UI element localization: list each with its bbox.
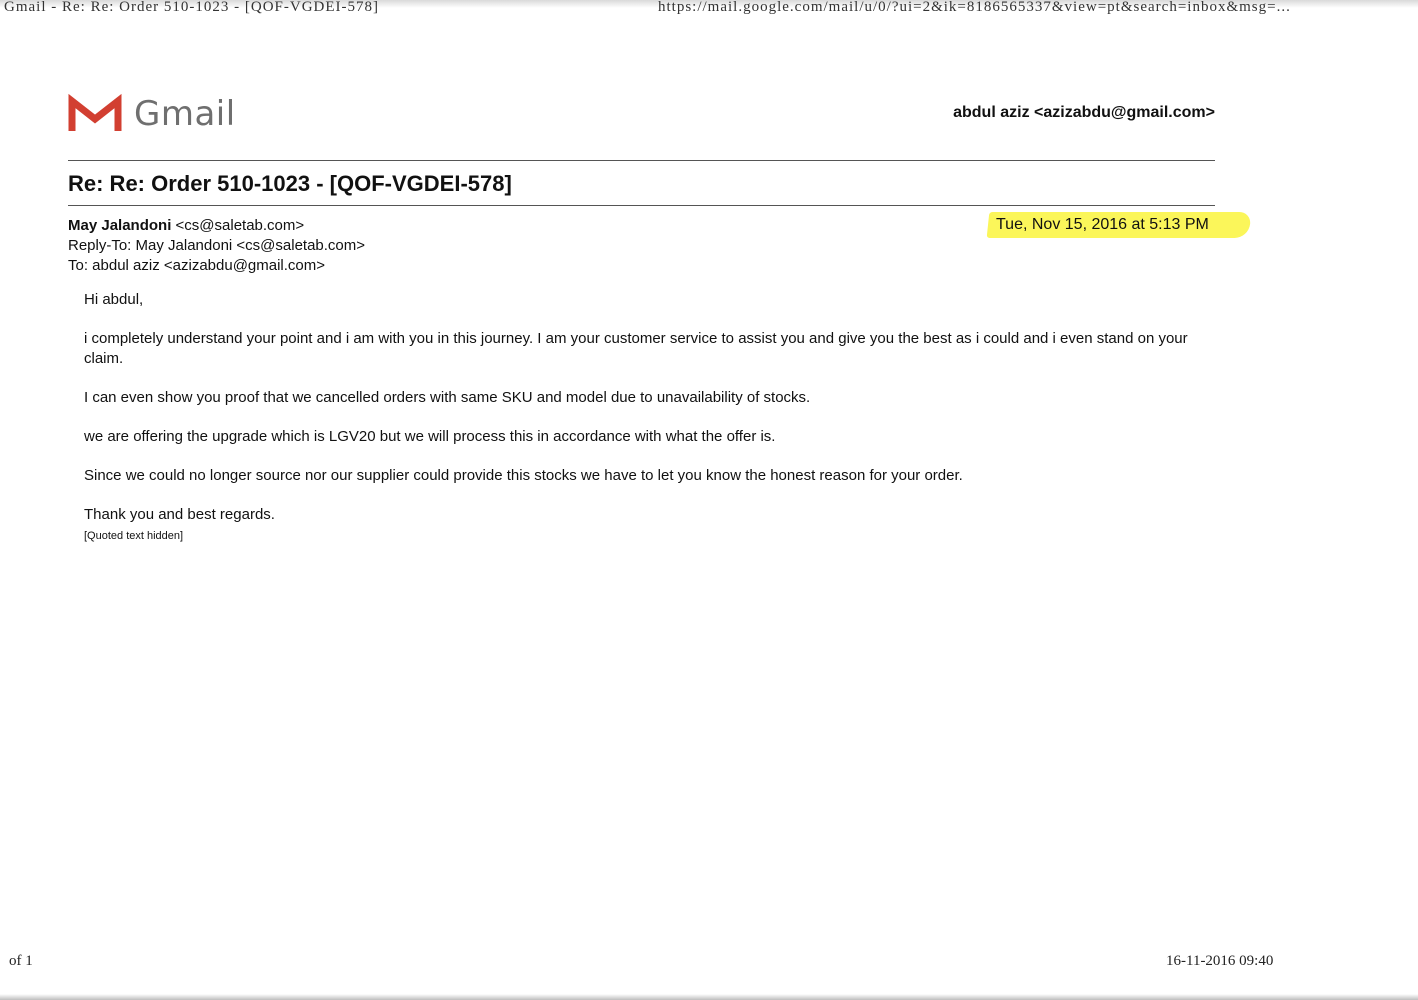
email-meta xyxy=(68,216,365,276)
gmail-logo xyxy=(68,94,236,134)
date-text: Tue, Nov 15, 2016 at 5:13 PM xyxy=(996,216,1209,233)
body-paragraph: Since we could no longer source nor our supplier could provide this stocks we have to let you know the honest reason for your order. xyxy=(84,467,963,484)
account-label: abdul aziz <azizabdu@gmail.com> xyxy=(953,104,1215,121)
scan-bottom-edge xyxy=(0,994,1418,1000)
body-paragraph: we are offering the upgrade which is LGV20 but we will process this in accordance with what the offer is. xyxy=(84,428,776,445)
print-header-url: https://mail.google.com/mail/u/0/?ui=2&ik=8186565337&view=pt&search=inbox&msg=... xyxy=(658,0,1291,15)
reply-to-line: Reply-To: May Jalandoni <cs@saletab.com> xyxy=(68,237,366,254)
page-count: of 1 xyxy=(9,953,33,969)
sender-line xyxy=(68,216,365,236)
sender-email: <cs@saletab.com> xyxy=(175,217,305,234)
print-timestamp: 16-11-2016 09:40 xyxy=(1166,953,1274,969)
email-date xyxy=(988,212,1250,238)
gmail-m-logo-icon xyxy=(68,95,122,133)
to-line: To: abdul aziz <azizabdu@gmail.com> xyxy=(68,257,326,274)
body-paragraph: I can even show you proof that we cancelled orders with same SKU and model due to unavailability of stocks. xyxy=(84,389,811,406)
body-signoff: Thank you and best regards. xyxy=(84,506,275,523)
body-paragraph: i completely understand your point and i am with you in this journey. I am your customer service to assist you and give you the best as i could and i even stand on your claim. xyxy=(84,330,1188,367)
email-body xyxy=(84,290,1214,562)
gmail-wordmark: Gmail xyxy=(134,94,236,134)
divider-subject xyxy=(68,205,1215,206)
sender-name: May Jalandoni xyxy=(68,217,172,234)
email-subject: Re: Re: Order 510-1023 - [QOF-VGDEI-578] xyxy=(68,171,512,196)
quoted-text-hidden: [Quoted text hidden] xyxy=(84,530,184,542)
body-greeting: Hi abdul, xyxy=(84,291,144,308)
print-header-title: Gmail - Re: Re: Order 510-1023 - [QOF-VGDEI-578] xyxy=(4,0,380,15)
divider-top xyxy=(68,160,1215,161)
print-header xyxy=(0,0,1418,22)
